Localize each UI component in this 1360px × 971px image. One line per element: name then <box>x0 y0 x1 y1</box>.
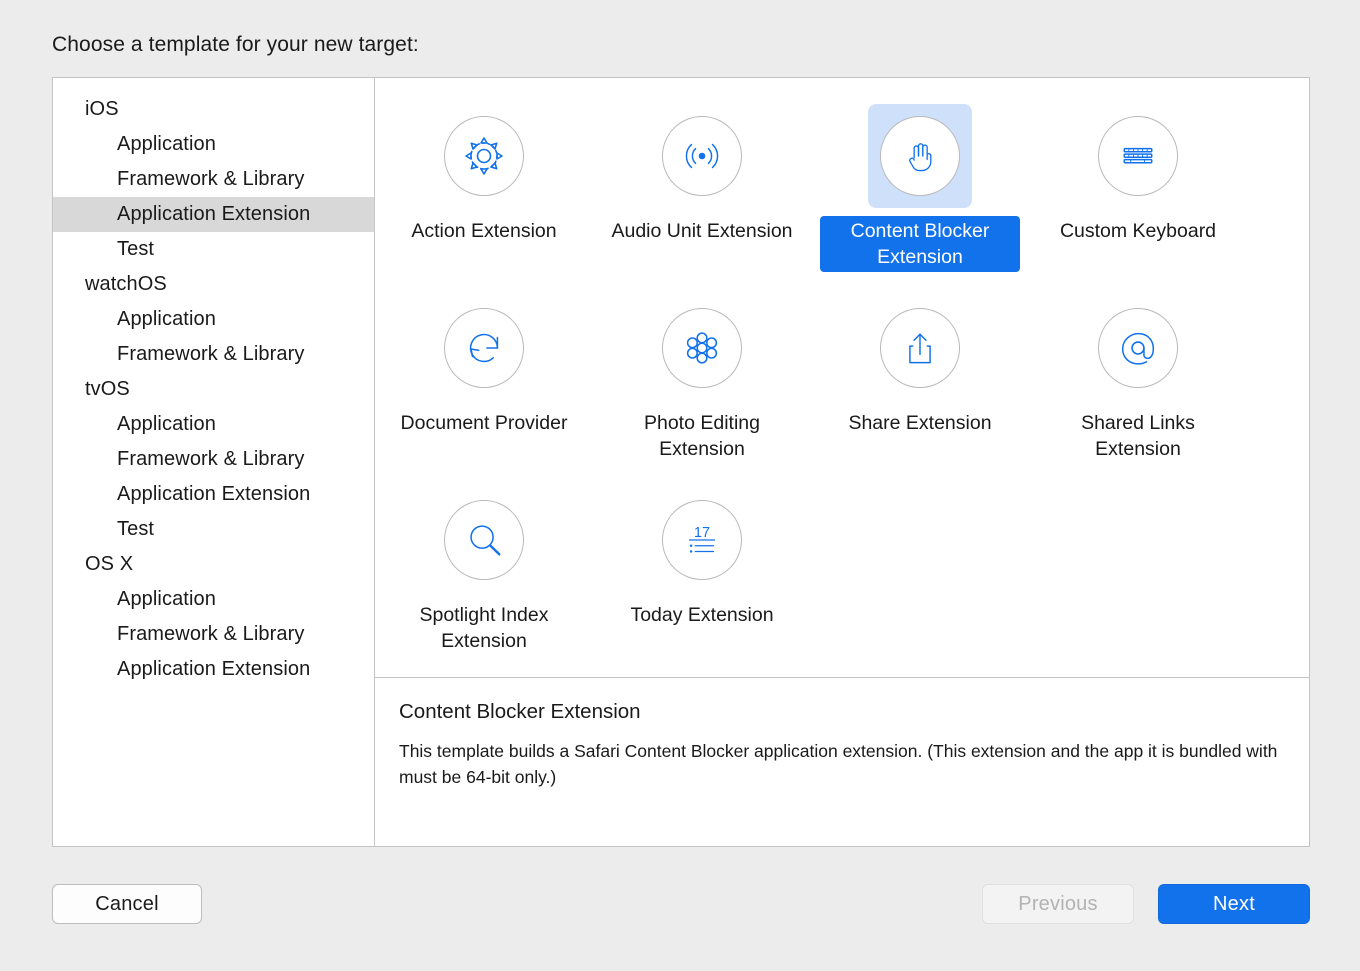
sidebar-item-application[interactable]: Application <box>117 588 216 610</box>
sidebar-item-application[interactable]: Application <box>117 308 216 330</box>
right-pane <box>375 78 1309 846</box>
sidebar-item-watchos[interactable]: watchOS <box>85 273 167 295</box>
template-tile-today-extension[interactable] <box>593 484 811 676</box>
description-title: Content Blocker Extension <box>399 700 641 723</box>
template-tile-spotlight-index-extension[interactable] <box>375 484 593 676</box>
refresh-circle-icon <box>444 308 524 388</box>
template-icon-wrap <box>868 104 972 208</box>
flower-icon <box>662 308 742 388</box>
at-sign-icon <box>1098 308 1178 388</box>
template-tile-audio-unit-extension[interactable] <box>593 100 811 292</box>
sidebar-item-application[interactable]: Application <box>117 413 216 435</box>
sidebar-item-application-extension[interactable]: Application Extension <box>117 658 311 680</box>
magnifier-icon <box>444 500 524 580</box>
template-tile-shared-links-extension[interactable] <box>1029 292 1247 484</box>
audio-waves-icon <box>662 116 742 196</box>
gear-icon <box>444 116 524 196</box>
template-label: Shared Links Extension <box>1081 412 1195 460</box>
template-label: Share Extension <box>848 412 992 434</box>
template-icon-wrap <box>650 296 754 400</box>
template-icon-wrap <box>1086 296 1190 400</box>
next-button[interactable]: Next <box>1158 884 1310 924</box>
sidebar-item-test[interactable]: Test <box>117 518 155 540</box>
sidebar-item-test[interactable]: Test <box>117 238 155 260</box>
template-label: Content Blocker Extension <box>820 216 1020 272</box>
template-icon-wrap <box>1086 104 1190 208</box>
template-tile-custom-keyboard[interactable] <box>1029 100 1247 292</box>
previous-button[interactable]: Previous <box>982 884 1134 924</box>
template-icon-wrap <box>432 488 536 592</box>
template-chooser <box>52 77 1310 847</box>
template-tile-document-provider[interactable] <box>375 292 593 484</box>
svg-text:17: 17 <box>694 525 710 542</box>
template-icon-wrap <box>432 296 536 400</box>
description-body: This template builds a Safari Content Blocker application extension. (This extension and the app it is bundled with must be 64-bit only.) <box>399 741 1278 787</box>
template-tile-content-blocker-extension[interactable] <box>811 100 1029 292</box>
template-label: Action Extension <box>411 220 557 242</box>
sidebar-item-framework-library[interactable]: Framework & Library <box>117 448 305 470</box>
sidebar-item-application-extension[interactable]: Application Extension <box>53 197 374 232</box>
template-description <box>375 678 1309 846</box>
keyboard-icon <box>1098 116 1178 196</box>
sidebar-item-ios[interactable]: iOS <box>85 98 119 120</box>
template-icon-wrap <box>650 104 754 208</box>
hand-icon <box>880 116 960 196</box>
sidebar-item-application[interactable]: Application <box>117 133 216 155</box>
share-upload-icon <box>880 308 960 388</box>
template-icon-wrap <box>432 104 536 208</box>
template-label: Spotlight Index Extension <box>419 604 549 652</box>
platform-sidebar[interactable] <box>53 78 375 846</box>
template-tile-share-extension[interactable] <box>811 292 1029 484</box>
template-label: Document Provider <box>400 412 568 434</box>
template-icon-wrap <box>868 296 972 400</box>
template-label: Audio Unit Extension <box>611 220 793 242</box>
sidebar-item-os-x[interactable]: OS X <box>85 553 134 575</box>
template-grid[interactable] <box>375 78 1309 678</box>
template-tile-action-extension[interactable] <box>375 100 593 292</box>
calendar-17-icon <box>662 500 742 580</box>
template-label: Photo Editing Extension <box>643 412 760 460</box>
sidebar-item-framework-library[interactable]: Framework & Library <box>117 623 305 645</box>
page-title: Choose a template for your new target: <box>52 33 419 56</box>
template-label: Today Extension <box>630 604 774 626</box>
template-tile-photo-editing-extension[interactable] <box>593 292 811 484</box>
template-icon-wrap <box>650 488 754 592</box>
sidebar-item-framework-library[interactable]: Framework & Library <box>117 343 305 365</box>
cancel-button[interactable]: Cancel <box>52 884 202 924</box>
template-label: Custom Keyboard <box>1059 220 1217 242</box>
sidebar-item-framework-library[interactable]: Framework & Library <box>117 168 305 190</box>
sidebar-item-application-extension[interactable]: Application Extension <box>117 483 311 505</box>
sidebar-item-tvos[interactable]: tvOS <box>85 378 130 400</box>
